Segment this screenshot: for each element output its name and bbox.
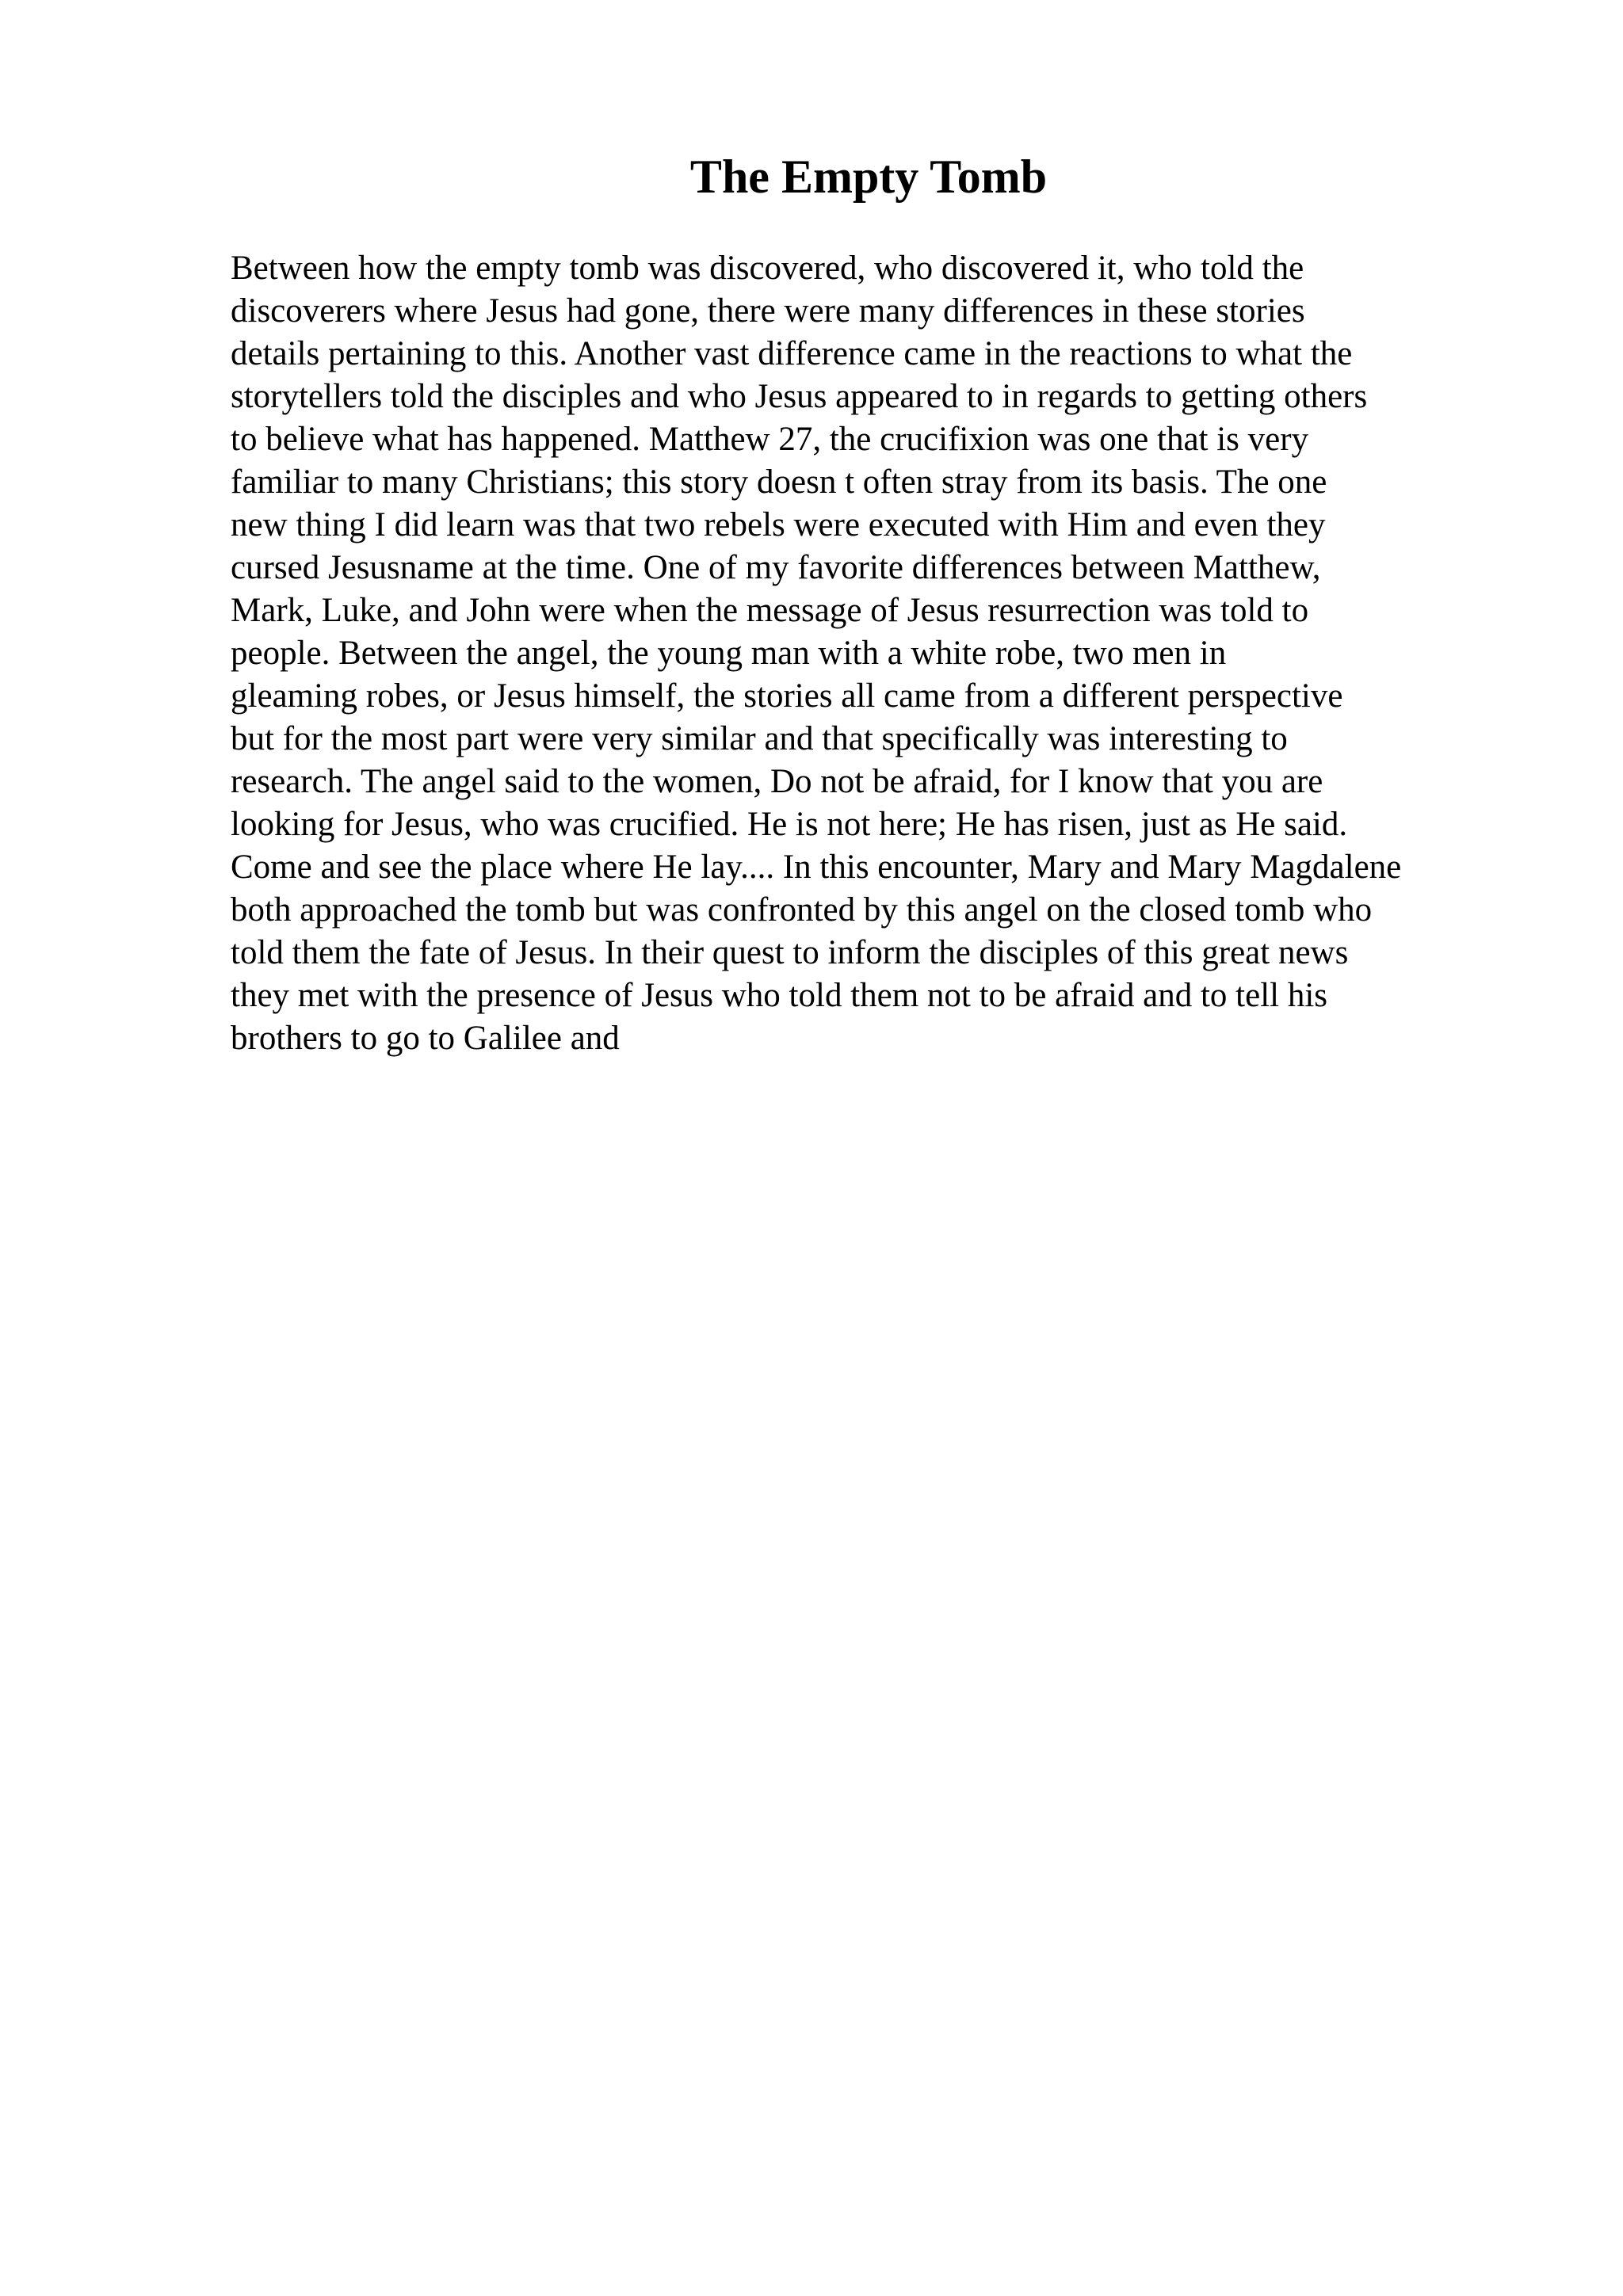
- body-line: people. Between the angel, the young man with a white robe, two men in: [231, 635, 1227, 672]
- body-line: cursed Jesusname at the time. One of my favorite differences between Matthew,: [231, 549, 1321, 586]
- body-line: research. The angel said to the women, Do not be afraid, for I know that you are: [231, 763, 1323, 800]
- body-line: Between how the empty tomb was discovered, who discovered it, who told the: [231, 250, 1304, 287]
- body-line: familiar to many Christians; this story doesn t often stray from its basis. The one: [231, 463, 1327, 501]
- body-line: details pertaining to this. Another vast difference came in the reactions to what the: [231, 335, 1353, 372]
- body-line: gleaming robes, or Jesus himself, the stories all came from a different perspective: [231, 677, 1343, 715]
- body-line: storytellers told the disciples and who Jesus appeared to in regards to getting others: [231, 378, 1368, 415]
- body-line: Mark, Luke, and John were when the message of Jesus resurrection was told to: [231, 592, 1309, 629]
- document-title: The Empty Tomb: [689, 151, 1048, 203]
- body-line: to believe what has happened. Matthew 27, the crucifixion was one that is very: [231, 421, 1309, 458]
- body-line: new thing I did learn was that two rebels were executed with Him and even they: [231, 506, 1326, 543]
- body-line: Come and see the place where He lay.... In this encounter, Mary and Mary Magdalene: [231, 849, 1402, 886]
- body-line: both approached the tomb but was confronted by this angel on the closed tomb who: [231, 891, 1373, 929]
- body-line: but for the most part were very similar and that specifically was interesting to: [231, 720, 1288, 757]
- body-line: brothers to go to Galilee and: [231, 1020, 620, 1057]
- body-line: looking for Jesus, who was crucified. He is not here; He has risen, just as He said.: [231, 806, 1348, 843]
- body-line: discoverers where Jesus had gone, there were many differences in these stories: [231, 292, 1305, 330]
- body-line: told them the fate of Jesus. In their quest to inform the disciples of this great news: [231, 934, 1349, 971]
- body-line: they met with the presence of Jesus who told them not to be afraid and to tell his: [231, 977, 1328, 1014]
- document-body: [231, 247, 1610, 1060]
